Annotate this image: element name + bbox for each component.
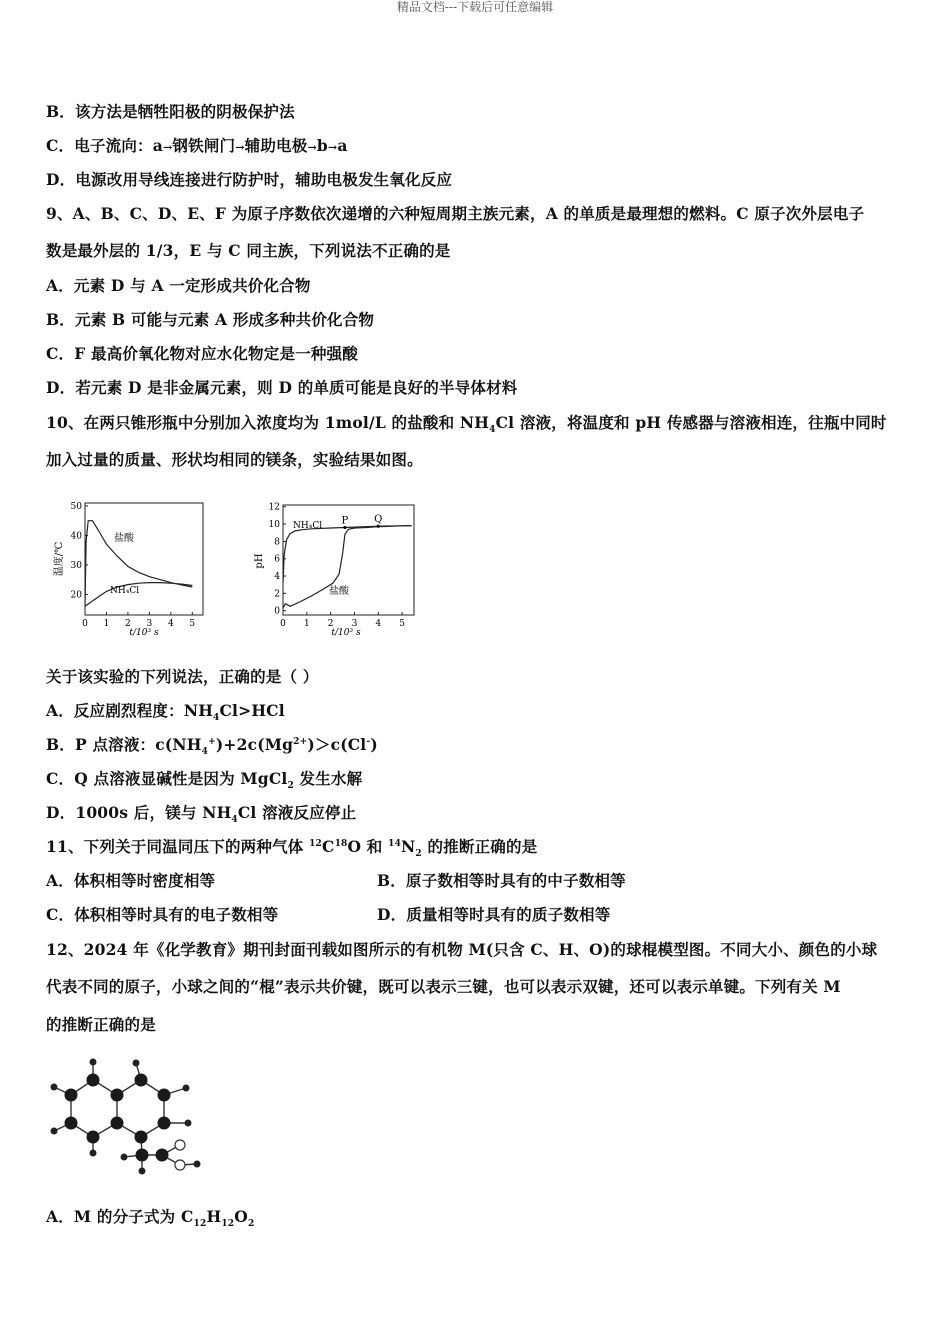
ph-chart bbox=[250, 497, 425, 645]
q12-stem-line1: 12、2024 年《化学教育》期刊封面刊载如图所示的有机物 M(只含 C、H、O)的球棍模型图。不同大小、颜色的小球 bbox=[46, 940, 878, 959]
ph-chart-point-label-p: P bbox=[341, 515, 349, 527]
temperature-chart-label-nh4cl: NH₄Cl bbox=[110, 586, 140, 596]
ph-chart-xlabel: t/10³ s bbox=[331, 628, 361, 638]
temperature-chart-xlabel: t/10³ s bbox=[129, 628, 159, 638]
ph-chart-xtick-label: 5 bbox=[399, 619, 405, 629]
ph-chart-label-hcl: 盐酸 bbox=[329, 586, 349, 597]
q10-stem-line1: 10、在两只锥形瓶中分别加入浓度均为 1mol/L 的盐酸和 $NH_4Cl$ 溶液，将温度和 pH 传感器与溶液相连，往瓶中同时 bbox=[46, 413, 887, 436]
q9-stem-line2: 数是最外层的 1/3，E 与 C 同主族，下列说法不正确的是 bbox=[46, 241, 451, 260]
ph-chart-ytick-label: 2 bbox=[274, 589, 280, 600]
q12-option-a: A．M 的分子式为 $C_{12}H_{12}O_2$ bbox=[46, 1207, 255, 1230]
temperature-chart-ytick-label: 50 bbox=[70, 501, 82, 512]
temperature-chart-label-hcl: 盐酸 bbox=[114, 533, 134, 544]
ph-chart-xtick-label: 1 bbox=[303, 619, 310, 629]
temperature-chart-ytick-label: 20 bbox=[70, 590, 82, 601]
q9-stem-line1: 9、A、B、C、D、E、F 为原子序数依次递增的六种短周期主族元素，A 的单质是最理想的燃料。C 原子次外层电子 bbox=[46, 204, 865, 223]
ph-chart-xtick-label: 3 bbox=[351, 619, 358, 629]
q11-option-b: B．原子数相等时具有的中子数相等 bbox=[377, 871, 626, 890]
q11-option-d: D．质量相等时具有的质子数相等 bbox=[377, 905, 611, 924]
molecule-oxygen-atoms bbox=[175, 1140, 185, 1170]
q10-option-a: A．反应剧烈程度：$NH_4Cl>HCl$ bbox=[46, 701, 285, 724]
q10-option-d: D．1000s 后，镁与 $NH_4Cl$ 溶液反应停止 bbox=[46, 803, 357, 826]
q8-option-c: C．电子流向：a→钢铁闸门→辅助电极→b→a bbox=[46, 136, 348, 155]
temperature-chart-xtick-label: 4 bbox=[167, 619, 174, 629]
q9-option-a: A．元素 D 与 A 一定形成共价化合物 bbox=[46, 276, 311, 295]
temperature-chart-ylabel: 温度/℃ bbox=[54, 541, 65, 577]
temperature-chart bbox=[48, 495, 218, 645]
ph-chart-ytick-label: 4 bbox=[274, 572, 280, 583]
q10-stem-line2: 加入过量的质量、形状均相同的镁条，实验结果如图。 bbox=[46, 450, 423, 469]
page-header: 精品文档---下载后可任意编辑 bbox=[396, 0, 554, 14]
temperature-chart-ytick-label: 40 bbox=[70, 531, 82, 542]
q9-option-b: B．元素 B 可能与元素 A 形成多种共价化合物 bbox=[46, 310, 375, 329]
molecule-carbon-atoms bbox=[65, 1074, 171, 1162]
q9-option-d: D．若元素 D 是非金属元素，则 D 的单质可能是良好的半导体材料 bbox=[46, 378, 518, 397]
q12-stem-line3: 的推断正确的是 bbox=[46, 1015, 156, 1034]
ph-chart-ytick-label: 0 bbox=[274, 606, 280, 617]
temperature-chart-xtick-label: 3 bbox=[146, 619, 153, 629]
molecule-model bbox=[40, 1055, 220, 1185]
q8-option-d: D．电源改用导线连接进行防护时，辅助电极发生氧化反应 bbox=[46, 170, 453, 189]
ph-chart-ylabel: pH bbox=[254, 553, 265, 569]
temperature-chart-frame bbox=[85, 503, 203, 615]
ph-chart-ytick-label: 12 bbox=[268, 502, 280, 513]
ph-chart-xtick-label: 0 bbox=[280, 619, 286, 629]
q12-stem-line2: 代表不同的原子，小球之间的“棍”表示共价键，既可以表示三键，也可以表示双键，还可以表示单键。下列有关 M bbox=[46, 977, 841, 996]
temperature-chart-ytick-label: 30 bbox=[70, 560, 82, 571]
q11-option-a: A．体积相等时密度相等 bbox=[46, 871, 216, 890]
q10-question: 关于该实验的下列说法，正确的是（ ） bbox=[46, 667, 319, 686]
ph-chart-ytick-label: 6 bbox=[274, 554, 280, 565]
temperature-chart-xtick-label: 2 bbox=[125, 619, 131, 629]
q11-option-c: C．体积相等时具有的电子数相等 bbox=[46, 905, 279, 924]
ph-chart-xtick-label: 2 bbox=[327, 619, 334, 629]
temperature-chart-xtick-label: 1 bbox=[103, 619, 110, 629]
ph-chart-xtick-label: 4 bbox=[375, 619, 382, 629]
q8-option-b: B．该方法是牺牲阳极的阴极保护法 bbox=[46, 102, 295, 121]
temperature-chart-xtick-label: 0 bbox=[82, 619, 88, 629]
ph-chart-ytick-label: 10 bbox=[268, 520, 280, 531]
temperature-chart-xtick-label: 5 bbox=[189, 619, 196, 629]
ph-chart-point-label-q: Q bbox=[374, 514, 383, 526]
q10-option-b: B．P 点溶液：$c(NH_4^+)+2c(Mg^{2+})>c(Cl^-)$ bbox=[46, 735, 378, 758]
ph-chart-ytick-label: 8 bbox=[274, 537, 280, 548]
q10-option-c: C．Q 点溶液显碱性是因为 MgCl$_2$ 发生水解 bbox=[46, 769, 363, 792]
ph-chart-label-nh4cl: NH₄Cl bbox=[293, 521, 323, 531]
ph-chart-series-0-line bbox=[283, 526, 412, 583]
q9-option-c: C．F 最高价氧化物对应水化物定是一种强酸 bbox=[46, 344, 358, 363]
q11-stem: 11、下列关于同温同压下的两种气体 $^{12}C^{18}O$ 和 $^{14}N_2$ 的推断正确的是 bbox=[46, 837, 538, 860]
molecule-hydrogen-atoms bbox=[51, 1059, 201, 1175]
